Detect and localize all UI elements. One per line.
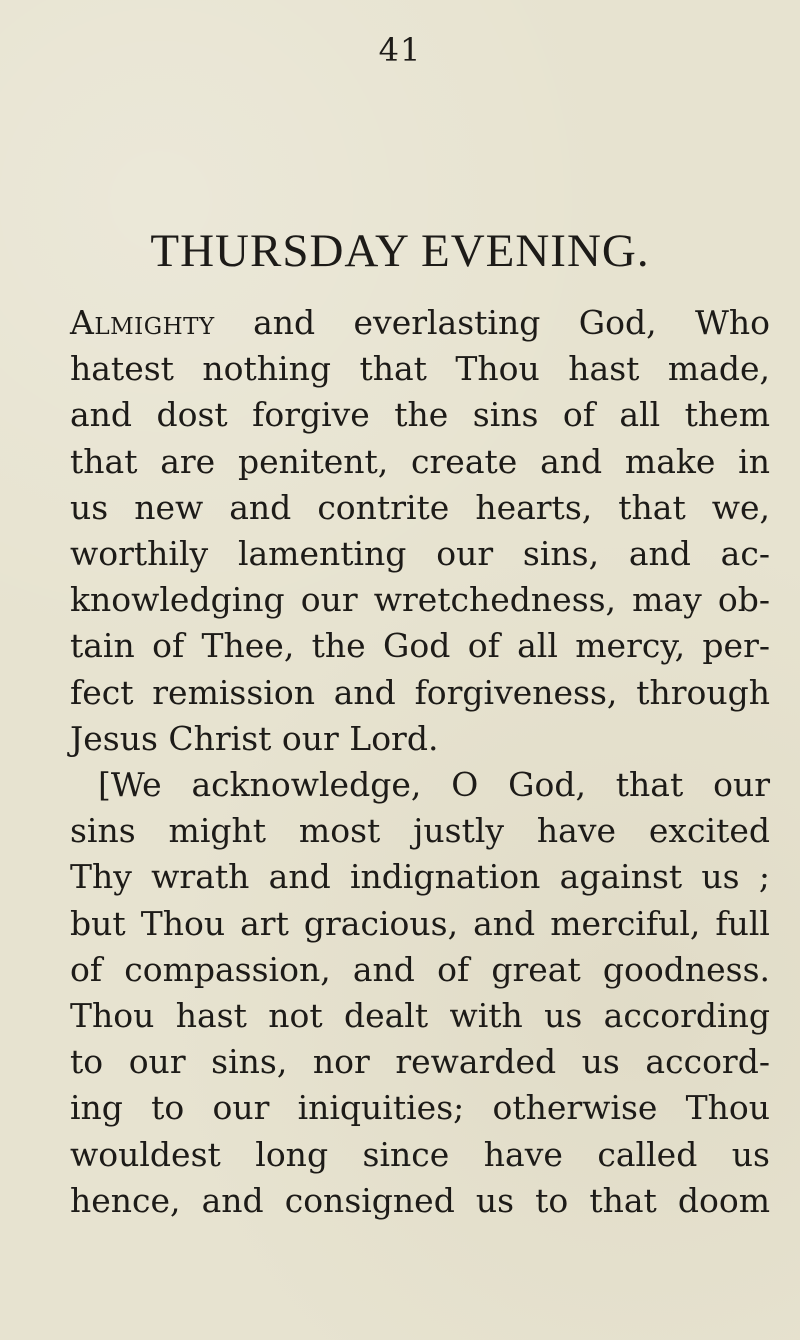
prayer-line-1 [70, 300, 770, 346]
page-number: 41 [378, 31, 422, 69]
acknowledgement-line-4: but Thou art gracious, and merciful, full [70, 903, 770, 943]
prayer-line-4: that are penitent, create and make in [70, 441, 770, 481]
prayer-text [70, 300, 770, 1224]
acknowledgement-line-6: Thou hast not dealt with us according [70, 996, 770, 1036]
prayer-line-2: hatest nothing that Thou hast made, [70, 349, 770, 389]
opening-line-text: and everlasting God, Who [214, 303, 770, 342]
prayer-line-7: knowledging our wretchedness, may ob- [70, 580, 770, 620]
prayer-line-10: Jesus Christ our Lord. [70, 718, 439, 758]
prayer-line-8: tain of Thee, the God of all mercy, per- [70, 626, 770, 666]
acknowledgement-line-5: of compassion, and of great goodness. [70, 949, 770, 989]
page-title: THURSDAY EVENING. [150, 225, 650, 277]
acknowledgement-line-9: wouldest long since have called us [70, 1134, 770, 1174]
opening-word: Almighty [70, 303, 215, 342]
prayer-line-9: fect remission and forgiveness, through [70, 672, 770, 712]
acknowledgement-line-7: to our sins, nor rewarded us accord- [70, 1042, 770, 1082]
prayer-line-3: and dost forgive the sins of all them [70, 395, 770, 435]
acknowledgement-line-2: sins might most justly have excited [70, 811, 770, 851]
acknowledgement-line-3: Thy wrath and indignation against us ; [70, 857, 770, 897]
prayer-line-5: us new and contrite hearts, that we, [70, 487, 770, 527]
acknowledgement-line-8: ing to our iniquities; otherwise Thou [70, 1088, 770, 1128]
prayer-line-6: worthily lamenting our sins, and ac- [70, 534, 770, 574]
acknowledgement-line-10: hence, and consigned us to that doom [70, 1180, 770, 1220]
acknowledgement-line-1: [We acknowledge, O God, that our [98, 765, 770, 805]
